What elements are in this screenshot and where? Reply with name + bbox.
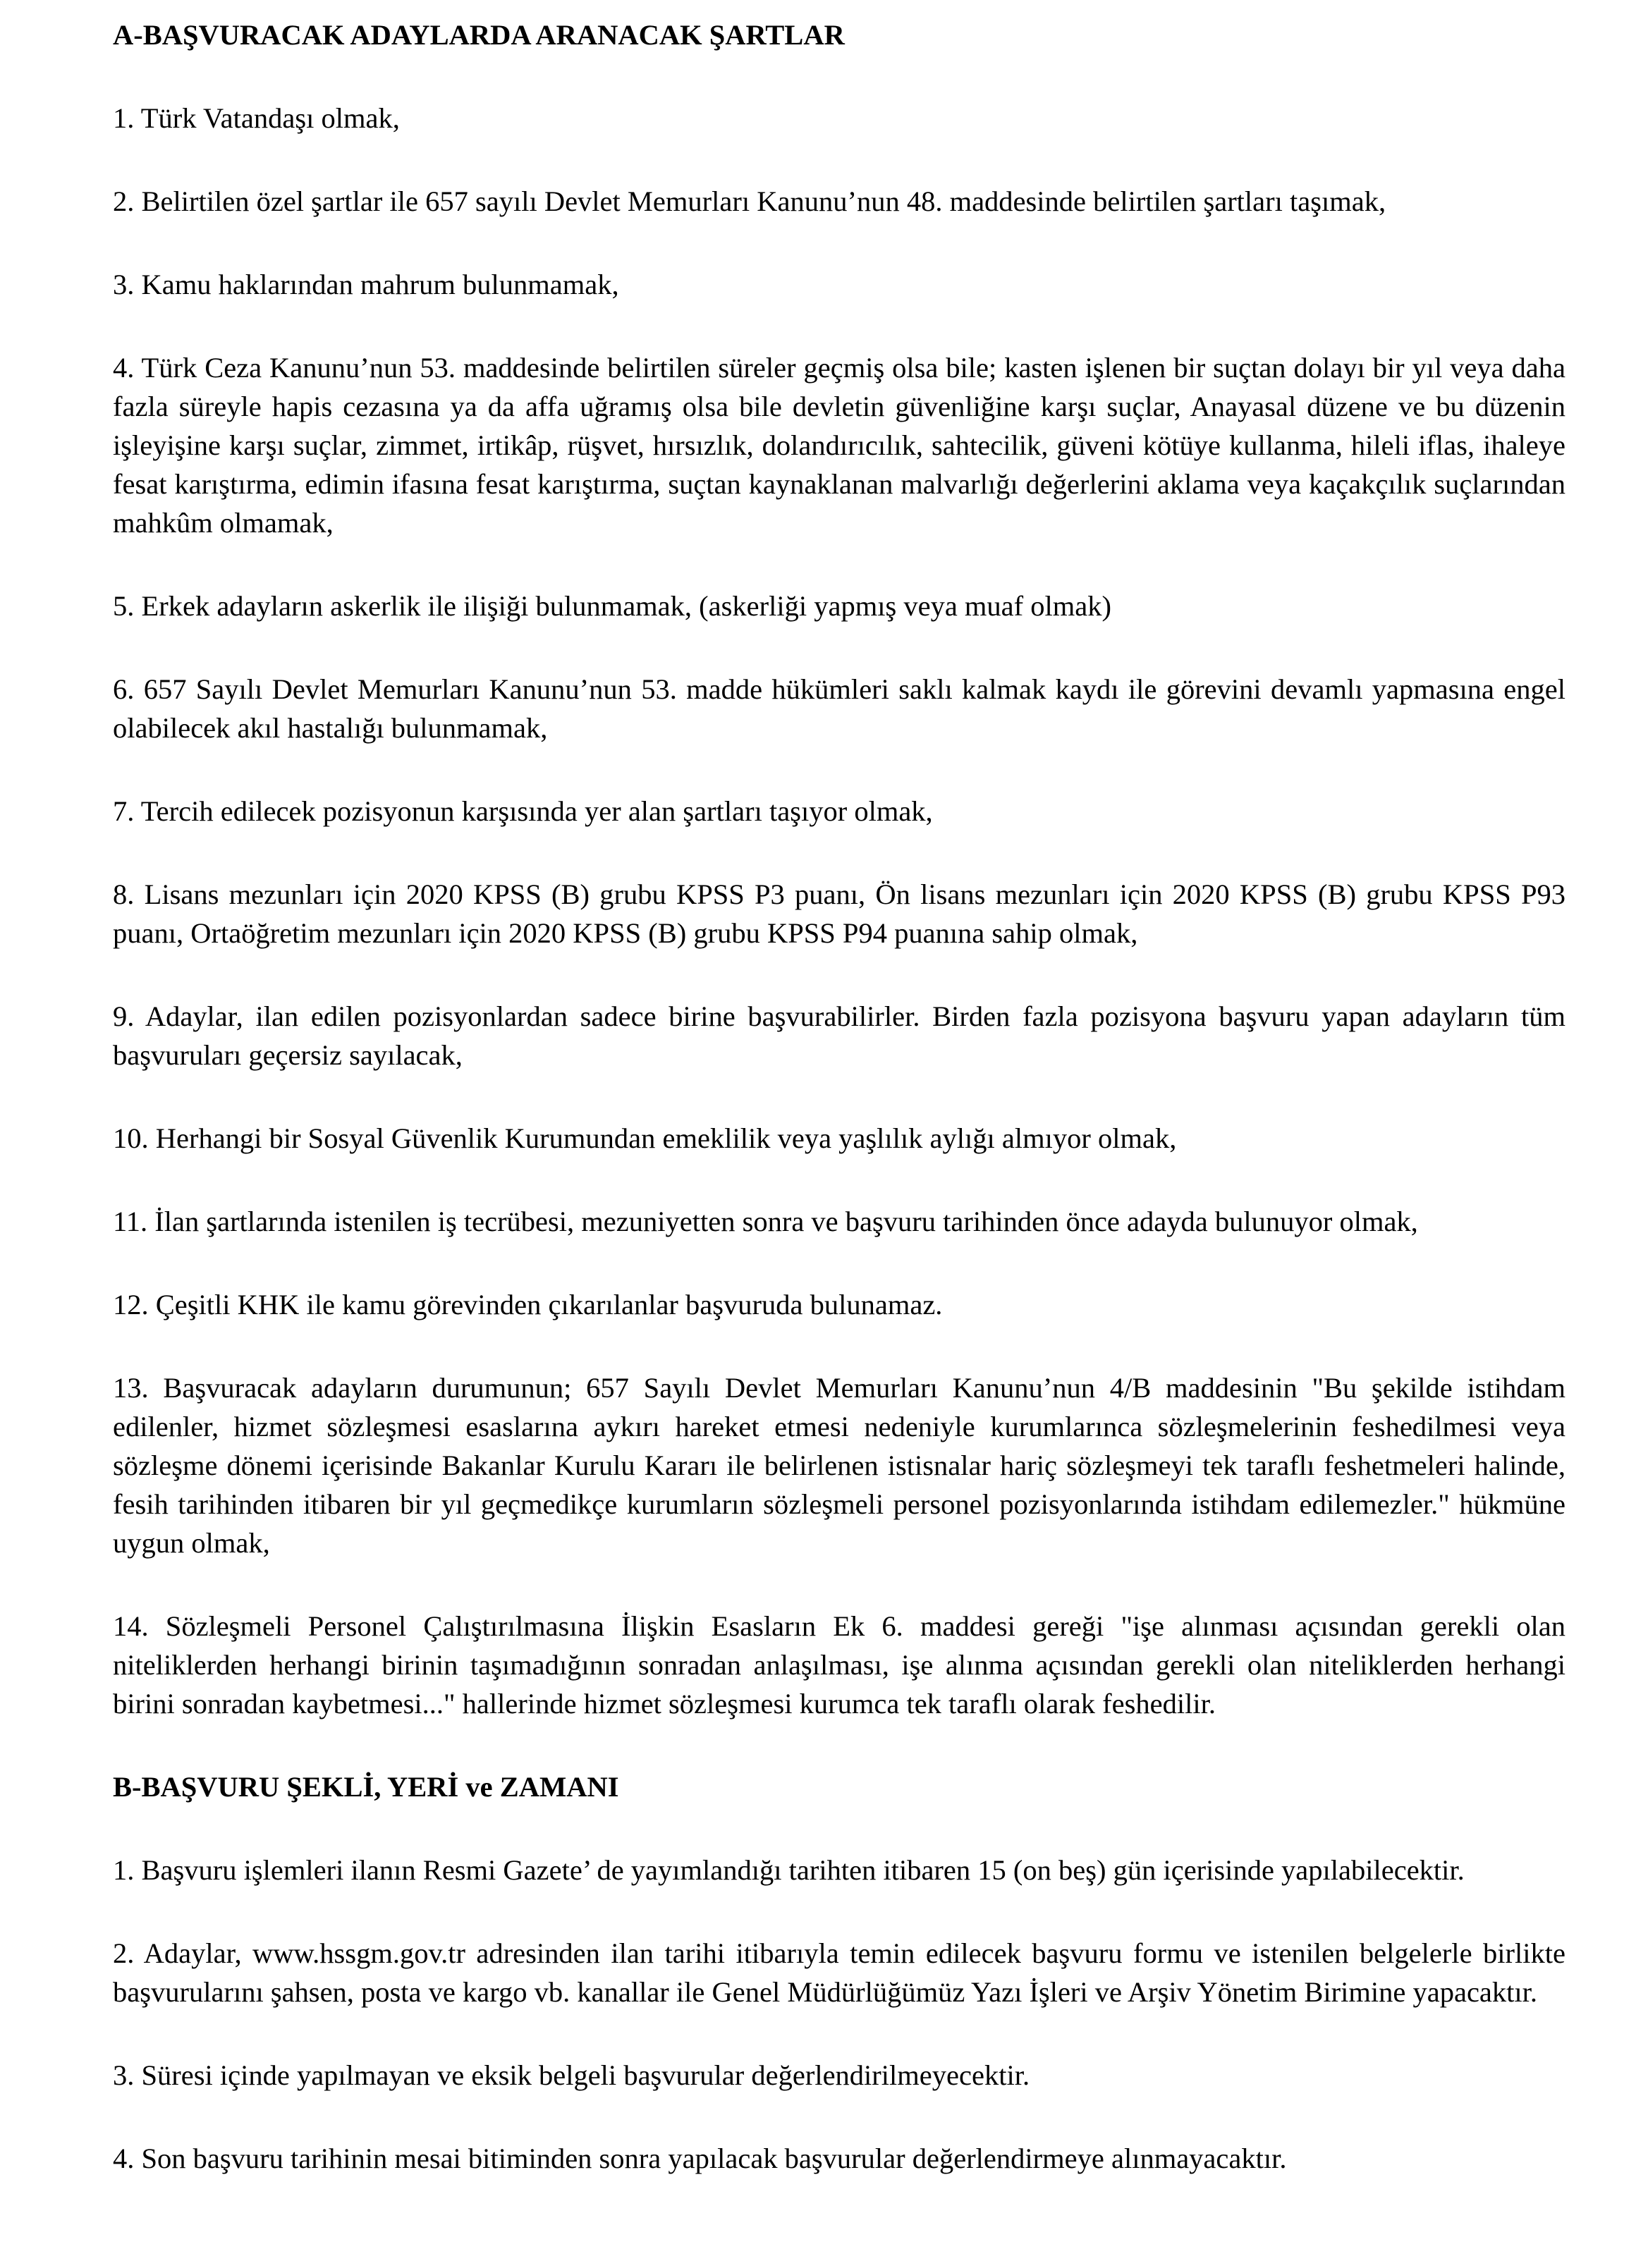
section-a-item-3: 3. Kamu haklarından mahrum bulunmamak, (113, 269, 619, 300)
section-b-item-4: 4. Son başvuru tarihinin mesai bitiminden sonra yapılacak başvurular değerlendirmeye alınmayacaktır. (113, 2143, 1287, 2174)
section-a-item-8: 8. Lisans mezunları için 2020 KPSS (B) grubu KPSS P3 puanı, Ön lisans mezunları için 2020 KPSS (B) grubu KPSS P93 puanı, Ortaöğretim mezunları için 2020 KPSS (B) grubu KPSS P94 puanına sahip olmak, (113, 878, 1565, 949)
section-a-item-7: 7. Tercih edilecek pozisyonun karşısında yer alan şartları taşıyor olmak, (113, 795, 933, 827)
section-b-item-3: 3. Süresi içinde yapılmayan ve eksik belgeli başvurular değerlendirilmeyecektir. (113, 2059, 1030, 2091)
section-a-item-10: 10. Herhangi bir Sosyal Güvenlik Kurumundan emeklilik veya yaşlılık aylığı almıyor olmak, (113, 1122, 1177, 1154)
section-a-item-2: 2. Belirtilen özel şartlar ile 657 sayılı Devlet Memurları Kanunu’nun 48. maddesinde belirtilen şartları taşımak, (113, 185, 1386, 217)
section-a-item-11: 11. İlan şartlarında istenilen iş tecrübesi, mezuniyetten sonra ve başvuru tarihinden önce adayda bulunuyor olmak, (113, 1206, 1418, 1237)
section-a-item-9: 9. Adaylar, ilan edilen pozisyonlardan sadece birine başvurabilirler. Birden fazla pozisyona başvuru yapan adayların tüm başvuruları geçersiz sayılacak, (113, 1000, 1565, 1071)
section-a-item-13: 13. Başvuracak adayların durumunun; 657 Sayılı Devlet Memurları Kanunu’nun 4/B maddesinin "Bu şekilde istihdam edilenler, hizmet sözleşmesi esaslarına aykırı hareket etmesi nedeniyle kurumlarınca sözleşmelerinin feshedilmesi veya sözleşme dönemi içerisinde Bakanlar Kurulu Kararı ile belirlenen istisnalar hariç sözleşmeyi tek taraflı feshetmeleri halinde, fesih tarihinden itibaren bir yıl geçmedikçe kurumların sözleşmeli personel pozisyonlarında istihdam edilemezler." hükmüne uygun olmak, (113, 1372, 1565, 1559)
section-b-heading: B-BAŞVURU ŞEKLİ, YERİ ve ZAMANI (113, 1771, 619, 1803)
section-b-item-1: 1. Başvuru işlemleri ilanın Resmi Gazete’ de yayımlandığı tarihten itibaren 15 (on beş) gün içerisinde yapılabilecektir. (113, 1854, 1465, 1886)
section-a-item-1: 1. Türk Vatandaşı olmak, (113, 102, 400, 134)
section-a-item-5: 5. Erkek adayların askerlik ile ilişiği bulunmamak, (askerliği yapmış veya muaf olmak) (113, 590, 1111, 622)
section-b-item-2: 2. Adaylar, www.hssgm.gov.tr adresinden ilan tarihi itibarıyla temin edilecek başvuru formu ve istenilen belgelerle birlikte başvurularını şahsen, posta ve kargo vb. kanallar ile Genel Müdürlüğümüz Yazı İşleri ve Arşiv Yönetim Birimine yapacaktır. (113, 1937, 1565, 2008)
section-a-heading: A-BAŞVURACAK ADAYLARDA ARANACAK ŞARTLAR (113, 19, 845, 51)
document-page (113, 16, 1565, 2178)
section-a-item-12: 12. Çeşitli KHK ile kamu görevinden çıkarılanlar başvuruda bulunamaz. (113, 1289, 943, 1320)
section-a-item-14: 14. Sözleşmeli Personel Çalıştırılmasına İlişkin Esasların Ek 6. maddesi gereği "işe alınması açısından gerekli olan niteliklerden herhangi birinin taşımadığının sonradan anlaşılması, işe alınma açısından gerekli olan niteliklerden herhangi birini sonradan kaybetmesi..." hallerinde hizmet sözleşmesi kurumca tek taraflı olarak feshedilir. (113, 1610, 1565, 1720)
section-a-item-6: 6. 657 Sayılı Devlet Memurları Kanunu’nun 53. madde hükümleri saklı kalmak kaydı ile görevini devamlı yapmasına engel olabilecek akıl hastalığı bulunmamak, (113, 673, 1565, 744)
section-a-item-4: 4. Türk Ceza Kanunu’nun 53. maddesinde belirtilen süreler geçmiş olsa bile; kasten işlenen bir suçtan dolayı bir yıl veya daha fazla süreyle hapis cezasına ya da affa uğramış olsa bile devletin güvenliğine karşı suçlar, Anayasal düzene ve bu düzenin işleyişine karşı suçlar, zimmet, irtikâp, rüşvet, hırsızlık, dolandırıcılık, sahtecilik, güveni kötüye kullanma, hileli iflas, ihaleye fesat karıştırma, edimin ifasına fesat karıştırma, suçtan kaynaklanan malvarlığı değerlerini aklama veya kaçakçılık suçlarından mahkûm olmamak, (113, 352, 1565, 539)
